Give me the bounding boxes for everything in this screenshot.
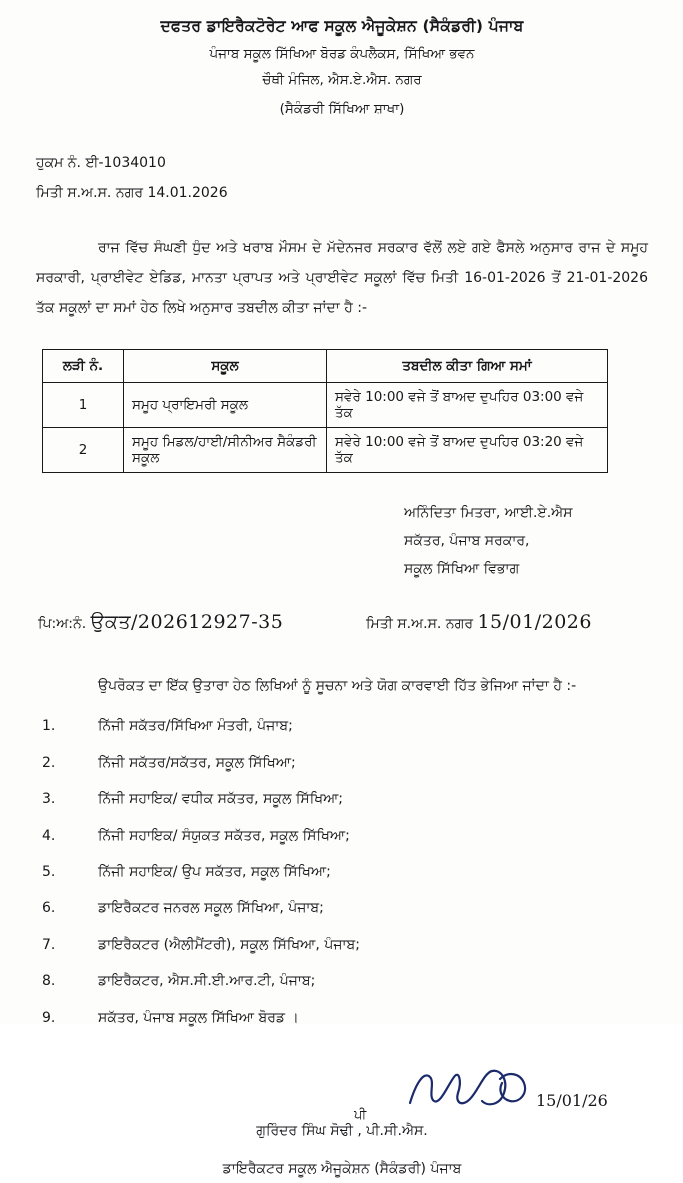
- order-number: ਹੁਕਮ ਨੰ. ਈ-1034010: [36, 154, 166, 171]
- table-row: [43, 427, 608, 472]
- cell-time: ਸਵੇਰੇ 10:00 ਵਜੇ ਤੋਂ ਬਾਅਦ ਦੁਪਹਿਰ 03:00 ਵਜੇ ਤੱਕ: [327, 382, 608, 427]
- list-item-number: 6.: [42, 900, 56, 917]
- list-item-label: ਨਿੱਜੀ ਸਹਾਇਕ/ ਉਪ ਸਕੱਤਰ, ਸਕੂਲ ਸਿੱਖਿਆ;: [98, 864, 331, 881]
- handwritten-signature-icon: [404, 1063, 544, 1117]
- column-header-sr: ਲੜੀ ਨੰ.: [43, 349, 124, 382]
- signature-date: 15/01/26: [536, 1090, 608, 1110]
- reference-right: [366, 611, 592, 633]
- list-item: [36, 825, 648, 847]
- footer-initial-mark: ਪੀ: [354, 1107, 367, 1123]
- order-meta: [36, 149, 648, 207]
- list-item-number: 8.: [42, 973, 56, 990]
- copy-line-text: ਉਪਰੋਕਤ ਦਾ ਇੱਕ ਉਤਾਰਾ ਹੇਠ ਲਿਖਿਆਂ ਨੂੰ ਸੂਚਨਾ ਅਤੇ ਯੋਗ ਕਾਰਵਾਈ ਹਿੱਤ ਭੇਜਿਆ ਜਾਂਦਾ ਹੈ :-: [98, 677, 577, 694]
- list-item-number: 4.: [42, 827, 56, 844]
- document-footer: [36, 1069, 648, 1183]
- reference-date-handwritten: 15/01/2026: [477, 610, 592, 633]
- recipients-list: [36, 715, 648, 1029]
- signatory-name: ਅਨਿੰਦਿਤਾ ਮਿਤਰਾ, ਆਈ.ਏ.ਐਸ: [404, 504, 573, 521]
- document-header: [36, 14, 648, 121]
- cell-school: ਸਮੂਹ ਮਿਡਲ/ਹਾਈ/ਸੀਨੀਅਰ ਸੈਕੰਡਰੀ ਸਕੂਲ: [124, 427, 327, 472]
- list-item: [36, 752, 648, 774]
- list-item-label: ਸਕੱਤਰ, ਪੰਜਾਬ ਸਕੂਲ ਸਿੱਖਿਆ ਬੋਰਡ ।: [98, 1009, 299, 1026]
- order-date: ਮਿਤੀ ਸ.ਅ.ਸ. ਨਗਰ 14.01.2026: [36, 184, 228, 201]
- cell-sr: 1: [43, 382, 124, 427]
- footer-officer-name: ਗੁਰਿੰਦਰ ਸਿੰਘ ਸੋਢੀ , ਪੀ.ਸੀ.ਐਸ.: [256, 1122, 428, 1139]
- reference-label: ਪਿ:ਅ:ਨੰ.: [38, 615, 87, 632]
- list-item: [36, 788, 648, 810]
- paragraph-text: ਰਾਜ ਵਿੱਚ ਸੰਘਣੀ ਧੁੰਦ ਅਤੇ ਖਰਾਬ ਮੌਸਮ ਦੇ ਮੱਦੇਨਜਰ ਸਰਕਾਰ ਵੱਲੋਂ ਲਏ ਗਏ ਫੈਸਲੇ ਅਨੁਸਾਰ ਰਾਜ ਦੇ ਸਮੂਹ ਸਰਕਾਰੀ, ਪ੍ਰਾਈਵੇਟ ਏਡਿਡ, ਮਾਨਤਾ ਪ੍ਰਾਪਤ ਅਤੇ ਪ੍ਰਾਈਵੇਟ ਸਕੂਲਾਂ ਵਿੱਚ ਮਿਤੀ 16-01-2026 ਤੋਂ 21-01-2026 ਤੱਕ ਸਕੂਲਾਂ ਦਾ ਸਮਾਂ ਹੇਠ ਲਿਖੇ ਅਨੁਸਾਰ ਤਬਦੀਲ ਕੀਤਾ ਜਾਂਦਾ ਹੈ :-: [36, 239, 648, 316]
- document-body: [36, 14, 648, 1177]
- signatory-block: [36, 499, 648, 583]
- order-paragraph: [36, 233, 648, 323]
- list-item: [36, 861, 648, 883]
- header-office-name: ਦਫਤਰ ਡਾਇਰੈਕਟੋਰੇਟ ਆਫ ਸਕੂਲ ਐਜੂਕੇਸ਼ਨ (ਸੈਕੰਡਰੀ) ਪੰਜਾਬ: [160, 17, 524, 35]
- copy-forwarded-line: [36, 673, 648, 700]
- cell-school: ਸਮੂਹ ਪ੍ਰਾਇਮਰੀ ਸਕੂਲ: [124, 382, 327, 427]
- list-item: [36, 715, 648, 737]
- list-item-label: ਡਾਇਰੈਕਟਰ (ਐਲੀਮੈਂਟਰੀ), ਸਕੂਲ ਸਿੱਖਿਆ, ਪੰਜਾਬ;: [98, 936, 360, 953]
- list-item: [36, 970, 648, 992]
- list-item-label: ਡਾਇਰੈਕਟਰ, ਐਸ.ਸੀ.ਈ.ਆਰ.ਟੀ, ਪੰਜਾਬ;: [98, 973, 316, 990]
- list-item-number: 7.: [42, 936, 56, 953]
- list-item-label: ਨਿੱਜੀ ਸਕੱਤਰ/ਸਕੱਤਰ, ਸਕੂਲ ਸਿੱਖਿਆ;: [98, 754, 296, 771]
- list-item-number: 1.: [42, 718, 56, 735]
- header-address-line-1: ਪੰਜਾਬ ਸਕੂਲ ਸਿੱਖਿਆ ਬੋਰਡ ਕੰਪਲੈਕਸ, ਸਿੱਖਿਆ ਭਵਨ: [209, 45, 475, 62]
- list-item: [36, 897, 648, 919]
- list-item-label: ਨਿੱਜੀ ਸਹਾਇਕ/ ਸੰਯੁਕਤ ਸਕੱਤਰ, ਸਕੂਲ ਸਿੱਖਿਆ;: [98, 827, 350, 844]
- list-item: [36, 1007, 648, 1029]
- reference-row: [36, 611, 648, 651]
- signatory-designation: ਸਕੱਤਰ, ਪੰਜਾਬ ਸਰਕਾਰ,: [404, 532, 530, 549]
- schedule-table: [42, 349, 608, 473]
- list-item-label: ਡਾਇਰੈਕਟਰ ਜਨਰਲ ਸਕੂਲ ਸਿੱਖਿਆ, ਪੰਜਾਬ;: [98, 900, 324, 917]
- list-item-number: 5.: [42, 864, 56, 881]
- list-item-label: ਨਿੱਜੀ ਸਹਾਇਕ/ ਵਧੀਕ ਸਕੱਤਰ, ਸਕੂਲ ਸਿੱਖਿਆ;: [98, 791, 344, 808]
- cell-sr: 2: [43, 427, 124, 472]
- reference-number-handwritten: ਉਕਤ/202612927-35: [90, 610, 284, 633]
- reference-date-label: ਮਿਤੀ ਸ.ਅ.ਸ. ਨਗਰ: [366, 615, 474, 632]
- list-item-number: 3.: [42, 791, 56, 808]
- list-item: [36, 934, 648, 956]
- header-address-line-2: ਚੌਥੀ ਮੰਜਿਲ, ਐਸ.ਏ.ਐਸ. ਨਗਰ: [262, 72, 422, 89]
- header-branch-name: (ਸੈਕੰਡਰੀ ਸਿੱਖਿਆ ਸ਼ਾਖਾ): [279, 100, 405, 117]
- list-item-number: 2.: [42, 754, 56, 771]
- column-header-school: ਸਕੂਲ: [124, 349, 327, 382]
- table-header-row: [43, 349, 608, 382]
- list-item-number: 9.: [42, 1009, 56, 1026]
- list-item-label: ਨਿੱਜੀ ਸਕੱਤਰ/ਸਿੱਖਿਆ ਮੰਤਰੀ, ਪੰਜਾਬ;: [98, 718, 293, 735]
- cell-time: ਸਵੇਰੇ 10:00 ਵਜੇ ਤੋਂ ਬਾਅਦ ਦੁਪਹਿਰ 03:20 ਵਜੇ ਤੱਕ: [327, 427, 608, 472]
- signatory-department: ਸਕੂਲ ਸਿੱਖਿਆ ਵਿਭਾਗ: [404, 560, 520, 577]
- reference-left: [38, 611, 283, 633]
- signature-area: [36, 1069, 648, 1115]
- table-row: [43, 382, 608, 427]
- footer-officer-title: ਡਾਇਰੈਕਟਰ ਸਕੂਲ ਐਜੂਕੇਸ਼ਨ (ਸੈਕੰਡਰੀ) ਪੰਜਾਬ: [222, 1160, 462, 1177]
- column-header-time: ਤਬਦੀਲ ਕੀਤਾ ਗਿਆ ਸਮਾਂ: [327, 349, 608, 382]
